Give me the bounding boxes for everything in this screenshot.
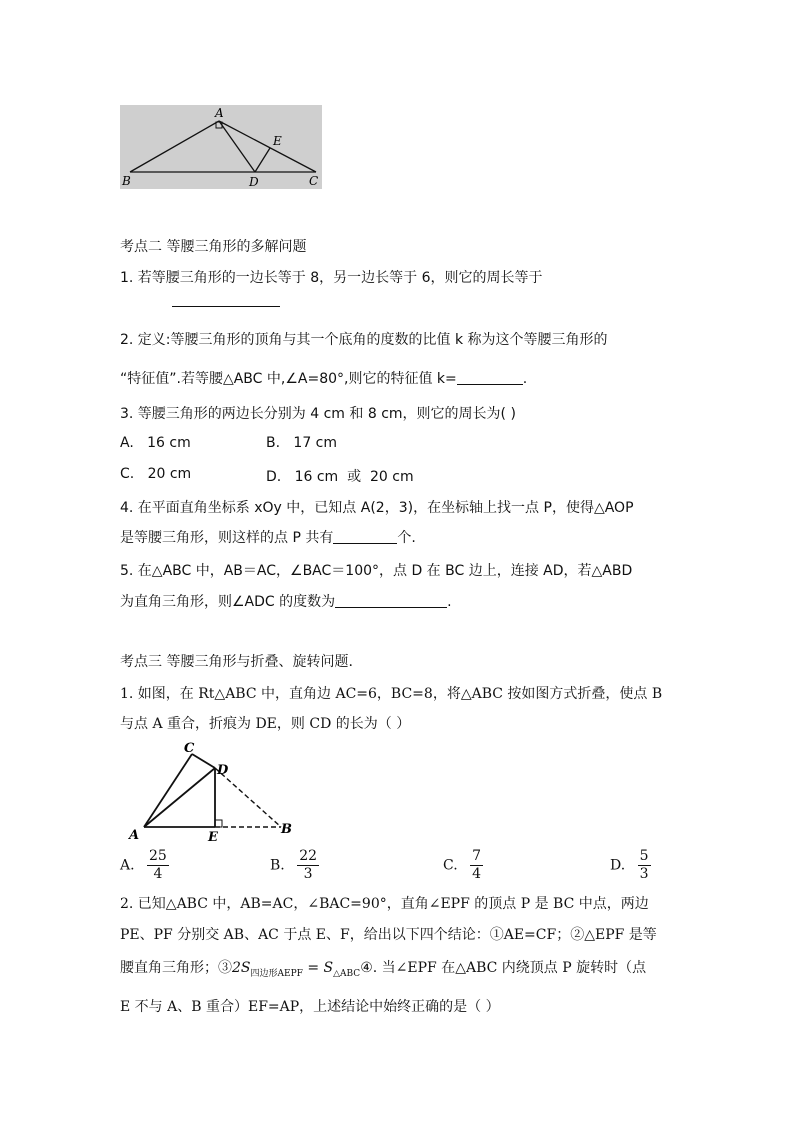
section-heading-3: 考点三 等腰三角形与折叠、旋转问题.	[120, 654, 353, 670]
option-2-3-a[interactable]: A. 16 cm	[120, 435, 191, 451]
question-2-2-text: “特征值”.若等腰△ABC 中,∠A=80°,则它的特征值 k=	[120, 371, 457, 387]
label-b: B	[281, 822, 292, 837]
label-c: C	[309, 174, 319, 188]
figure-triangle-abc-1	[120, 105, 322, 189]
segment-ad	[219, 121, 255, 172]
fraction-c: $\frac{7}{4}$	[472, 848, 482, 882]
option-3-1-d[interactable]: D. $\frac{5}{3}$	[610, 848, 649, 882]
section-heading-2: 考点二 等腰三角形的多解问题	[120, 239, 307, 255]
question-3-1-line2: 与点 A 重合，折痕为 DE，则 CD 的长为（ ）	[120, 716, 411, 732]
label-d: D	[249, 175, 259, 189]
triangle-diagram-1	[120, 105, 322, 189]
question-2-4-suffix: 个.	[397, 530, 416, 546]
label-c: C	[184, 741, 195, 756]
question-3-2-text: 腰直角三角形；③	[120, 960, 232, 976]
option-3-1-b[interactable]: B. $\frac{22}{3}$	[270, 848, 318, 882]
question-2-5-line1: 5. 在△ABC 中，AB＝AC，∠BAC＝100°，点 D 在 BC 边上，连接 AD，若△ABD	[120, 563, 633, 579]
segment-cd	[192, 754, 215, 768]
answer-blank-2-1[interactable]	[172, 306, 280, 307]
option-2-3-b[interactable]: B. 17 cm	[266, 435, 338, 451]
question-3-2-line3	[120, 958, 646, 984]
answer-blank-2-2[interactable]	[457, 370, 523, 385]
label-e: E	[208, 830, 218, 845]
question-3-2-line1: 2. 已知△ABC 中，AB=AC，∠BAC=90°，直角∠EPF 的顶点 P 是 BC 中点，两边	[120, 896, 649, 912]
triangle-diagram-2	[124, 740, 300, 846]
segment-ac	[219, 121, 316, 172]
label-e: E	[273, 134, 282, 148]
question-2-5-period: .	[447, 594, 452, 610]
question-3-2-line4: E 不与 A、B 重合）EF=AP，上述结论中始终正确的是（ ）	[120, 999, 500, 1015]
answer-blank-2-4[interactable]	[333, 529, 397, 544]
question-2-4-line2	[120, 528, 416, 548]
answer-blank-2-5[interactable]	[335, 593, 447, 608]
label-a: A	[215, 106, 224, 120]
fraction-d: $\frac{5}{3}$	[639, 848, 649, 882]
area-formula: $2S_{四边形AEPF} = S_{\triangle ABC}$	[232, 960, 361, 979]
question-2-1: 1. 若等腰三角形的一边长等于 8，另一边长等于 6，则它的周长等于	[120, 270, 543, 286]
option-3-1-c[interactable]: C. $\frac{7}{4}$	[443, 848, 482, 882]
question-2-4-text: 是等腰三角形，则这样的点 P 共有	[120, 530, 334, 546]
segment-ac	[144, 754, 192, 827]
segment-de	[255, 148, 270, 172]
fraction-b: $\frac{22}{3}$	[299, 848, 318, 882]
segment-ad	[144, 768, 215, 827]
question-2-2-line1: 2. 定义:等腰三角形的顶角与其一个底角的度数的比值 k 称为这个等腰三角形的	[120, 332, 608, 348]
question-3-2-line2: PE、PF 分别交 AB、AC 于点 E、F，给出以下四个结论：①AE=CF；②△EPF 是等	[120, 927, 657, 943]
question-2-3: 3. 等腰三角形的两边长分别为 4 cm 和 8 cm，则它的周长为( )	[120, 406, 516, 422]
segment-ab	[130, 121, 219, 172]
question-3-1-line1: 1. 如图，在 Rt△ABC 中，直角边 AC=6，BC=8，将△ABC 按如图方式折叠，使点 B	[120, 686, 663, 702]
right-angle-mark-e	[215, 820, 222, 827]
label-d: D	[217, 763, 229, 778]
label-b: B	[122, 174, 131, 188]
option-2-3-c[interactable]: C. 20 cm	[120, 466, 192, 482]
option-3-1-a[interactable]: A. $\frac{25}{4}$	[120, 848, 167, 882]
question-2-5-line2	[120, 592, 452, 612]
question-2-5-text: 为直角三角形，则∠ADC 的度数为	[120, 594, 336, 610]
question-2-4-line1: 4. 在平面直角坐标系 xOy 中，已知点 A(2，3)，在坐标轴上找一点 P，使得△AOP	[120, 500, 634, 516]
question-3-2-text-cont: ④. 当∠EPF 在△ABC 内绕顶点 P 旋转时（点	[360, 960, 647, 976]
option-2-3-d[interactable]: D. 16 cm 或 20 cm	[266, 469, 414, 485]
fraction-a: $\frac{25}{4}$	[149, 848, 167, 882]
question-2-2-line2	[120, 369, 527, 389]
label-a: A	[129, 828, 140, 843]
figure-fold-triangle	[124, 740, 300, 846]
question-2-2-period: .	[522, 371, 528, 387]
